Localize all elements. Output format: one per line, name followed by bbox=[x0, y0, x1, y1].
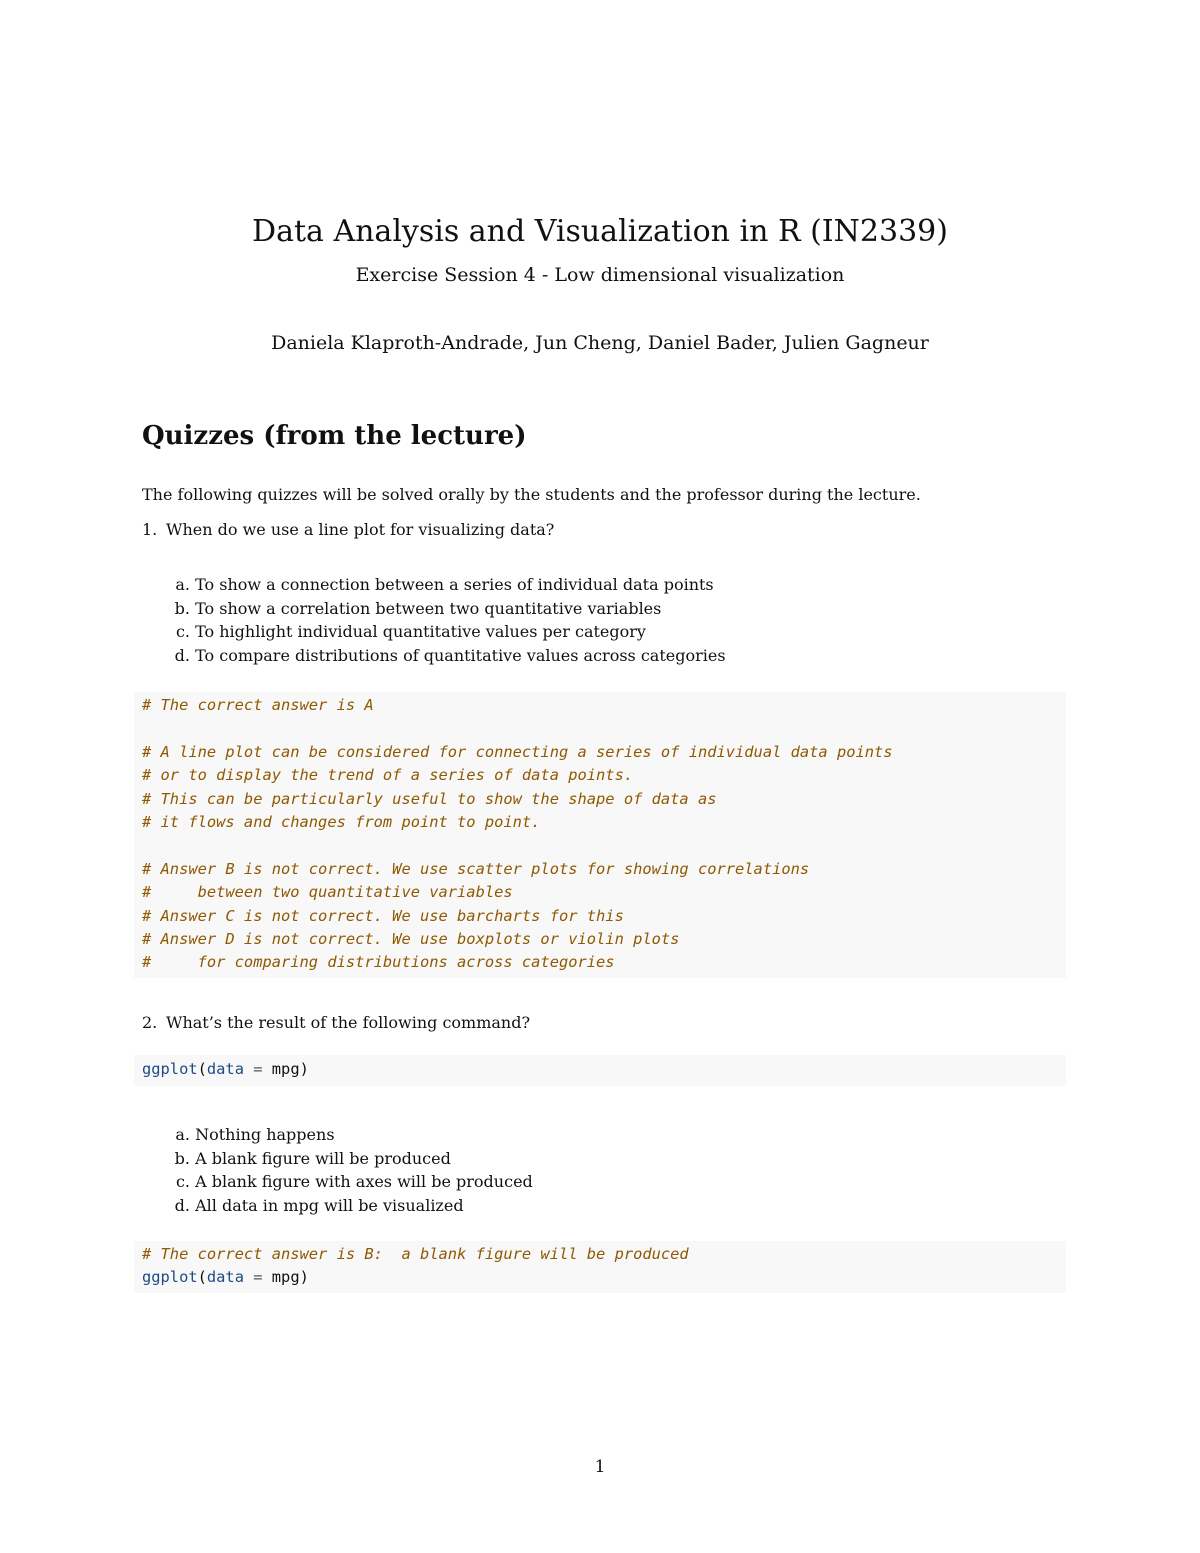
question-2-text: What’s the result of the following command? bbox=[166, 1013, 531, 1032]
page-number: 1 bbox=[594, 1457, 606, 1477]
code-comment-line: # between two quantitative variables bbox=[142, 883, 513, 902]
option-text: A blank figure will be produced bbox=[195, 1148, 451, 1168]
option-item bbox=[160, 1123, 533, 1147]
code-comment-line: # Answer C is not correct. We use barcharts for this bbox=[142, 906, 624, 925]
code-paren-close: ) bbox=[299, 1060, 309, 1078]
code-comment-line: # A line plot can be considered for connecting a series of individual data points bbox=[142, 742, 893, 761]
document-subtitle: Exercise Session 4 - Low dimensional visualization bbox=[355, 264, 845, 286]
option-item bbox=[160, 1170, 533, 1194]
option-letter: d. bbox=[174, 1195, 190, 1215]
code-paren-close: ) bbox=[299, 1268, 309, 1287]
option-letter: c. bbox=[175, 622, 190, 641]
option-item bbox=[160, 644, 726, 668]
option-text: Nothing happens bbox=[195, 1125, 335, 1144]
code-comment-line: # The correct answer is A bbox=[142, 696, 374, 714]
option-letter: d. bbox=[174, 645, 190, 665]
code-argument: data bbox=[206, 1060, 244, 1078]
code-command-line bbox=[142, 1266, 1066, 1289]
question-1 bbox=[142, 519, 554, 541]
option-letter: b. bbox=[174, 598, 190, 618]
code-comment-line: # Answer B is not correct. We use scatter plots for showing correlations bbox=[142, 859, 810, 878]
option-item bbox=[160, 1147, 533, 1171]
code-value: mpg bbox=[271, 1060, 300, 1078]
section-intro: The following quizzes will be solved orally by the students and the professor during the lecture. bbox=[142, 485, 921, 504]
section-heading: Quizzes (from the lecture) bbox=[142, 421, 527, 451]
code-function: ggplot bbox=[142, 1268, 198, 1287]
code-comment-line bbox=[142, 834, 1066, 857]
code-comment-line: # or to display the trend of a series of data points. bbox=[142, 766, 634, 785]
question-2-code-block bbox=[134, 1055, 1066, 1086]
code-operator: = bbox=[243, 1268, 272, 1287]
option-letter: b. bbox=[174, 1148, 190, 1168]
document-authors: Daniela Klaproth-Andrade, Jun Cheng, Daniel Bader, Julien Gagneur bbox=[271, 332, 929, 354]
option-item bbox=[160, 620, 726, 644]
option-item bbox=[160, 597, 726, 621]
option-text: All data in mpg will be visualized bbox=[195, 1195, 464, 1215]
option-letter: a. bbox=[175, 1125, 190, 1144]
answer-1-code-block bbox=[134, 692, 1066, 978]
code-comment-line: # The correct answer is B: a blank figure will be produced bbox=[142, 1245, 689, 1263]
question-1-number: 1. bbox=[142, 520, 158, 539]
option-item bbox=[160, 1194, 533, 1218]
question-2 bbox=[142, 1012, 530, 1034]
code-value: mpg bbox=[271, 1268, 300, 1287]
option-item bbox=[160, 573, 726, 597]
code-command-line bbox=[142, 1058, 1066, 1081]
option-text: To show a connection between a series of individual data points bbox=[195, 575, 714, 594]
question-1-options bbox=[160, 573, 726, 667]
code-paren-open: ( bbox=[197, 1268, 207, 1287]
option-letter: c. bbox=[175, 1172, 190, 1191]
option-letter: a. bbox=[175, 575, 190, 594]
option-text: To highlight individual quantitative values per category bbox=[195, 622, 646, 641]
option-text: To show a correlation between two quantitative variables bbox=[195, 598, 662, 618]
code-comment-line: # it flows and changes from point to point. bbox=[142, 812, 541, 831]
code-function: ggplot bbox=[142, 1060, 198, 1078]
code-operator: = bbox=[243, 1060, 272, 1078]
document-title: Data Analysis and Visualization in R (IN2339) bbox=[252, 214, 948, 249]
answer-2-code-block bbox=[134, 1241, 1066, 1293]
question-1-text: When do we use a line plot for visualizing data? bbox=[166, 520, 555, 539]
code-argument: data bbox=[206, 1268, 244, 1287]
question-2-number: 2. bbox=[142, 1013, 158, 1032]
code-comment-line bbox=[142, 717, 1066, 740]
option-text: To compare distributions of quantitative values across categories bbox=[195, 645, 726, 665]
code-paren-open: ( bbox=[197, 1060, 207, 1078]
code-comment-line: # This can be particularly useful to show the shape of data as bbox=[142, 789, 717, 808]
option-text: A blank figure with axes will be produced bbox=[195, 1172, 533, 1191]
code-comment-line: # for comparing distributions across categories bbox=[142, 953, 615, 972]
code-comment-line: # Answer D is not correct. We use boxplots or violin plots bbox=[142, 929, 680, 948]
question-2-options bbox=[160, 1123, 533, 1217]
